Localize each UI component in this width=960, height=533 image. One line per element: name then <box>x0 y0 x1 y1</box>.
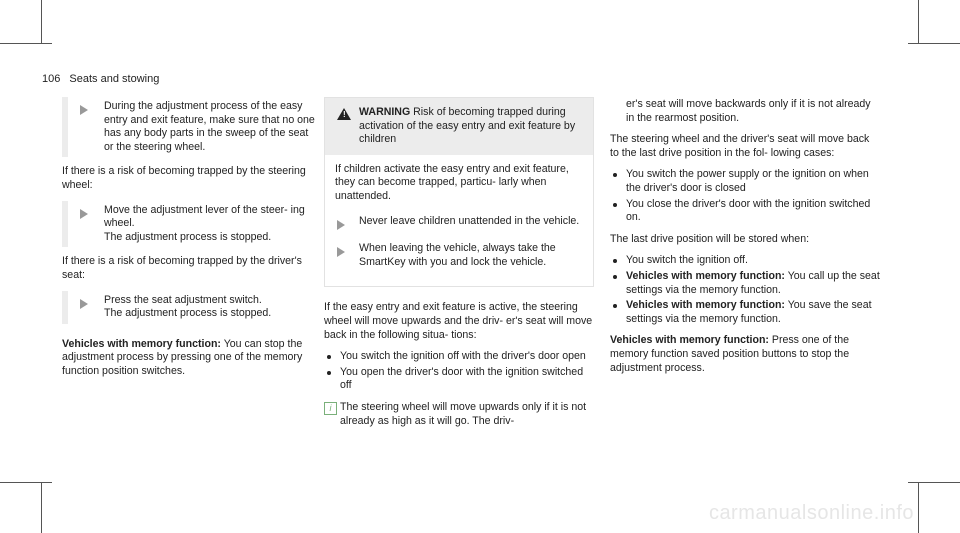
list-item: You switch the ignition off with the driver's door open <box>324 350 594 364</box>
memory-label: Vehicles with memory function: <box>626 269 785 282</box>
step-text: Move the adjustment lever of the steer- ing wheel. <box>104 203 305 230</box>
crop-mark <box>908 482 960 483</box>
bullet-list <box>610 168 880 224</box>
list-item: You switch the ignition off. <box>610 254 880 268</box>
crop-mark <box>908 43 960 44</box>
crop-mark <box>41 482 42 533</box>
section-title: Seats and stowing <box>69 73 160 85</box>
warning-text: If children activate the easy entry and exit feature, they can become trapped, particu- larly when unattended. <box>335 162 569 202</box>
memory-text: Press one of the memory function saved position buttons to stop the adjustment process. <box>610 334 850 374</box>
warning-label: WARNING <box>359 106 411 118</box>
paragraph: The steering wheel and the driver's seat will move back to the last drive position in the fol- lowing cases: <box>610 133 870 159</box>
step-text: When leaving the vehicle, always take the SmartKey with you and lock the vehicle. <box>359 242 556 268</box>
memory-label: Vehicles with memory function: <box>626 299 785 312</box>
step-arrow-icon <box>337 247 345 257</box>
step-arrow-icon <box>80 299 88 309</box>
paragraph: If the easy entry and exit feature is active, the steering wheel will move upwards and the driv- er's seat will move back in the following situa- tions: <box>324 301 593 341</box>
list-item: You close the driver's door with the ignition switched on. <box>610 198 880 225</box>
list-item: You open the driver's door with the ignition switched off <box>324 366 594 393</box>
crop-mark <box>918 482 919 533</box>
instruction-step <box>62 291 320 324</box>
step-text: Press the seat adjustment switch. <box>104 293 262 306</box>
step-arrow-icon <box>80 209 88 219</box>
list-item: You switch the power supply or the ignition on when the driver's door is closed <box>610 168 880 195</box>
warning-box <box>324 97 594 287</box>
instruction-step <box>335 212 583 232</box>
bullet-list <box>324 350 594 393</box>
memory-label: Vehicles with memory function: <box>62 337 221 350</box>
warning-header <box>325 98 593 155</box>
note-text: The steering wheel will move upwards only if it is not already as high as it will go. The driv- <box>340 400 587 427</box>
crop-mark <box>0 482 52 483</box>
page-header <box>42 73 159 87</box>
crop-mark <box>918 0 919 44</box>
memory-text: You call up the seat settings via the memory function. <box>626 269 880 296</box>
memory-paragraph <box>62 338 320 379</box>
column-3 <box>610 98 880 383</box>
warning-body <box>325 155 593 287</box>
note-continuation: er's seat will move backwards only if it is not already in the rearmost position. <box>626 98 871 124</box>
step-arrow-icon <box>80 105 88 115</box>
step-text: Never leave children unattended in the vehicle. <box>359 214 580 227</box>
step-arrow-icon <box>337 220 345 230</box>
warning-title: Risk of becoming trapped during activation of the easy entry and exit feature by children <box>359 106 576 146</box>
memory-paragraph <box>610 334 880 375</box>
memory-label: Vehicles with memory function: <box>610 334 769 347</box>
instruction-step <box>335 239 583 272</box>
note <box>324 401 594 428</box>
memory-text: You can stop the adjustment process by pressing one of the memory function position switches. <box>62 337 303 377</box>
paragraph: If there is a risk of becoming trapped by the steering wheel: <box>62 165 306 191</box>
paragraph: The last drive position will be stored when: <box>610 232 810 245</box>
crop-mark <box>0 43 52 44</box>
column-1 <box>62 97 320 387</box>
bullet-list <box>610 254 880 326</box>
step-result: The adjustment process is stopped. <box>104 230 272 243</box>
list-item <box>610 270 880 297</box>
column-2 <box>324 97 594 428</box>
step-result: The adjustment process is stopped. <box>104 307 272 320</box>
memory-text: You save the seat settings via the memory function. <box>626 299 872 325</box>
instruction-step <box>62 201 320 248</box>
step-text: During the adjustment process of the easy entry and exit feature, make sure that no one has any body parts in the sweep of the seat or the steering wheel. <box>104 100 315 153</box>
list-item <box>610 299 880 326</box>
warning-triangle-icon: ! <box>337 108 351 120</box>
watermark: carmanualsonline.info <box>708 502 914 524</box>
page-number: 106 <box>42 73 61 85</box>
paragraph: If there is a risk of becoming trapped by the driver's seat: <box>62 255 302 281</box>
crop-mark <box>41 0 42 44</box>
instruction-step <box>62 97 320 157</box>
info-icon: i <box>324 402 337 415</box>
